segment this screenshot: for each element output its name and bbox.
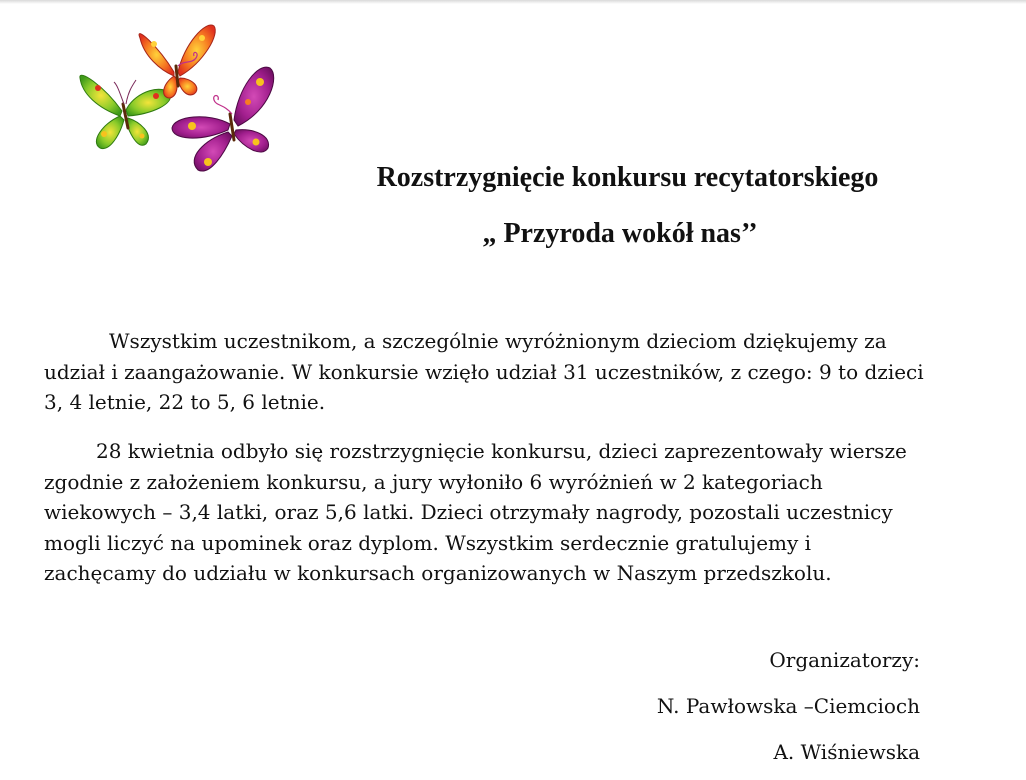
signature-name: A. Wiśniewska <box>773 740 920 764</box>
paragraph-results <box>44 436 924 589</box>
butterflies-illustration <box>74 16 280 178</box>
orange-butterfly-icon <box>139 25 215 98</box>
paragraph-thanks <box>44 326 924 418</box>
paragraph-results-text: 28 kwietnia odbyło się rozstrzygnięcie konkursu, dzieci zaprezentowały wiersze zgodnie z założeniem konkursu, a jury wyłoniło 6 wyróżnień w 2 kategoriach wiekowych – 3,4 latki, oraz 5,6 latki. Dzieci otrzymały nagrody, pozostali uczestnicy mogli liczyć na upominek oraz dyplom. Wszystkim serdecznie gratulujemy i zachęcamy do udziału w konkursach organizowanych w Naszym przedszkolu. <box>44 439 907 585</box>
signature-name: N. Pawłowska –Ciemcioch <box>656 694 920 718</box>
green-butterfly-icon <box>80 75 171 148</box>
document-title: Rozstrzygnięcie konkursu recytatorskiego <box>376 162 879 193</box>
contest-name: „ Przyroda wokół nas’’ <box>482 218 758 249</box>
page-top-shadow <box>0 0 1026 4</box>
paragraph-thanks-text: Wszystkim uczestnikom, a szczególnie wyróżnionym dzieciom dziękujemy za udział i zaangażowanie. W konkursie wzięło udział 31 uczestników, z czego: 9 to dzieci 3, 4 letnie, 22 to 5, 6 letnie. <box>44 329 924 414</box>
signature-label: Organizatorzy: <box>769 648 920 672</box>
